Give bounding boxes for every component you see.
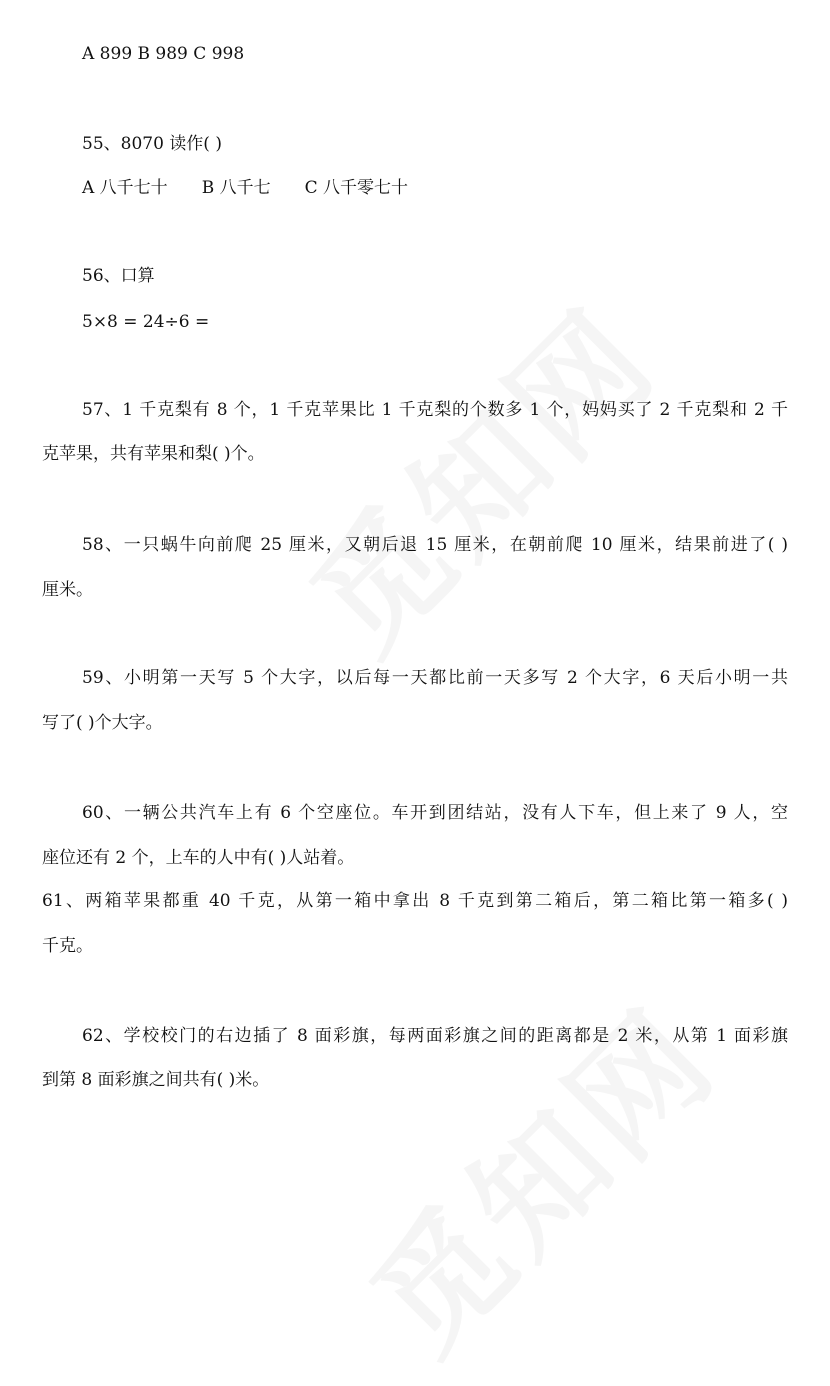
q54-options: A 899 B 989 C 998: [82, 44, 245, 64]
q58-line-1: 58、一只蜗牛向前爬 25 厘米，又朝后退 15 厘米，在朝前爬 10 厘米，结果前进了( ): [82, 535, 788, 555]
q56-body: 5×8 = 24÷6 =: [82, 312, 210, 332]
q56-stem: 56、口算: [82, 266, 155, 286]
q59-line-1: 59、小明第一天写 5 个大字，以后每一天都比前一天多写 2 个大字，6 天后小明一共: [82, 668, 788, 688]
q57-line-2: 克苹果，共有苹果和梨( )个。: [42, 444, 265, 464]
q60-line-2: 座位还有 2 个，上车的人中有( )人站着。: [42, 848, 355, 868]
q55-option-b: B 八千七: [201, 178, 271, 198]
q61-line-1: 61、两箱苹果都重 40 千克，从第一箱中拿出 8 千克到第二箱后，第二箱比第一箱多( ): [42, 891, 788, 911]
q60-line-1: 60、一辆公共汽车上有 6 个空座位。车开到团结站，没有人下车，但上来了 9 人，空: [82, 803, 788, 823]
q62-line-2: 到第 8 面彩旗之间共有( )米。: [42, 1070, 270, 1090]
watermark: [265, 261, 690, 686]
q62-line-1: 62、学校校门的右边插了 8 面彩旗，每两面彩旗之间的距离都是 2 米，从第 1 面彩旗: [82, 1026, 788, 1046]
q55-options: [82, 176, 408, 200]
q55-option-c: C 八千零七十: [304, 178, 409, 198]
q55-option-a: A 八千七十: [82, 178, 168, 198]
q58-line-2: 厘米。: [42, 580, 93, 600]
q61-line-2: 千克。: [42, 936, 93, 956]
q55-stem: 55、8070 读作( ): [82, 134, 222, 154]
q59-line-2: 写了( )个大字。: [42, 713, 163, 733]
q57-line-1: 57、1 千克梨有 8 个，1 千克苹果比 1 千克梨的个数多 1 个，妈妈买了 2 千克梨和 2 千: [82, 400, 788, 420]
